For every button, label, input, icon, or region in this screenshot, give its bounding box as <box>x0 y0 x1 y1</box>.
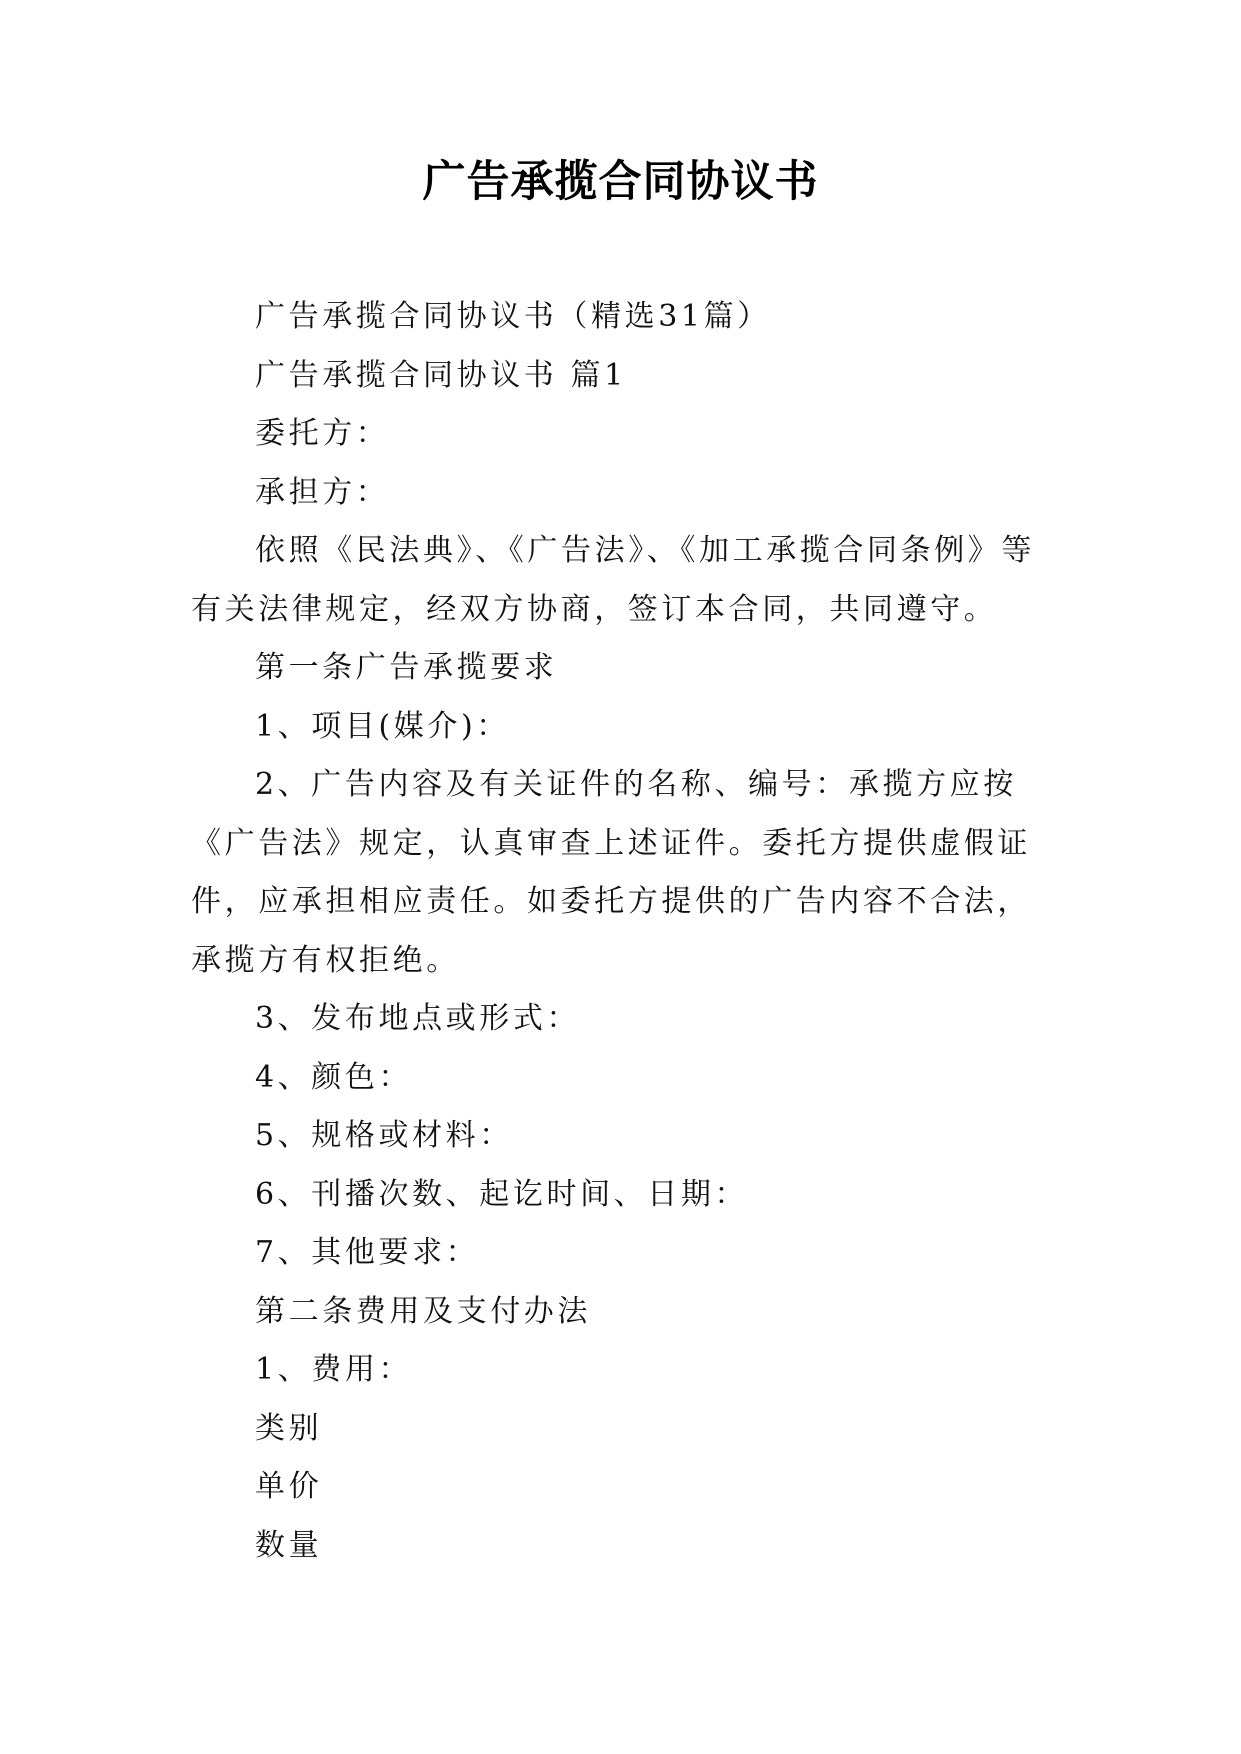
paragraph-unit-price: 单价 <box>255 1469 323 1504</box>
paragraph-category: 类别 <box>255 1410 323 1446</box>
paragraph-item-1: 1、项目(媒介)： <box>255 708 510 744</box>
paragraph-item-7: 7、其他要求： <box>255 1235 480 1270</box>
paragraph-legal-basis: 依照《民法典》、《广告法》、《加工承揽合同条例》等有关法律规定，经双方协商，签订本合同，共同遵守。 <box>191 533 1035 627</box>
document-body <box>191 288 1059 1575</box>
paragraph-subtitle: 广告承揽合同协议书（精选31篇） <box>255 299 771 334</box>
document-title: 广告承揽合同协议书 <box>422 157 819 207</box>
paragraph-item-5: 5、规格或材料： <box>255 1118 513 1153</box>
paragraph-item-3: 3、发布地点或形式： <box>255 1001 581 1036</box>
paragraph-article-1: 第一条广告承揽要求 <box>255 650 558 685</box>
paragraph-client: 委托方： <box>255 416 390 451</box>
paragraph-section-heading: 广告承揽合同协议书 篇1 <box>255 357 627 393</box>
paragraph-contractor: 承担方： <box>255 474 390 510</box>
paragraph-item-2: 2、广告内容及有关证件的名称、编号：承揽方应按《广告法》规定，认真审查上述证件。委托方提供虚假证件，应承担相应责任。如委托方提供的广告内容不合法，承揽方有权拒绝。 <box>191 767 1031 978</box>
paragraph-fee: 1、费用： <box>255 1352 413 1387</box>
paragraph-quantity: 数量 <box>255 1527 323 1563</box>
paragraph-item-6: 6、刊播次数、起讫时间、日期： <box>255 1176 749 1212</box>
paragraph-item-4: 4、颜色： <box>255 1059 413 1095</box>
paragraph-article-2: 第二条费用及支付办法 <box>255 1293 591 1329</box>
